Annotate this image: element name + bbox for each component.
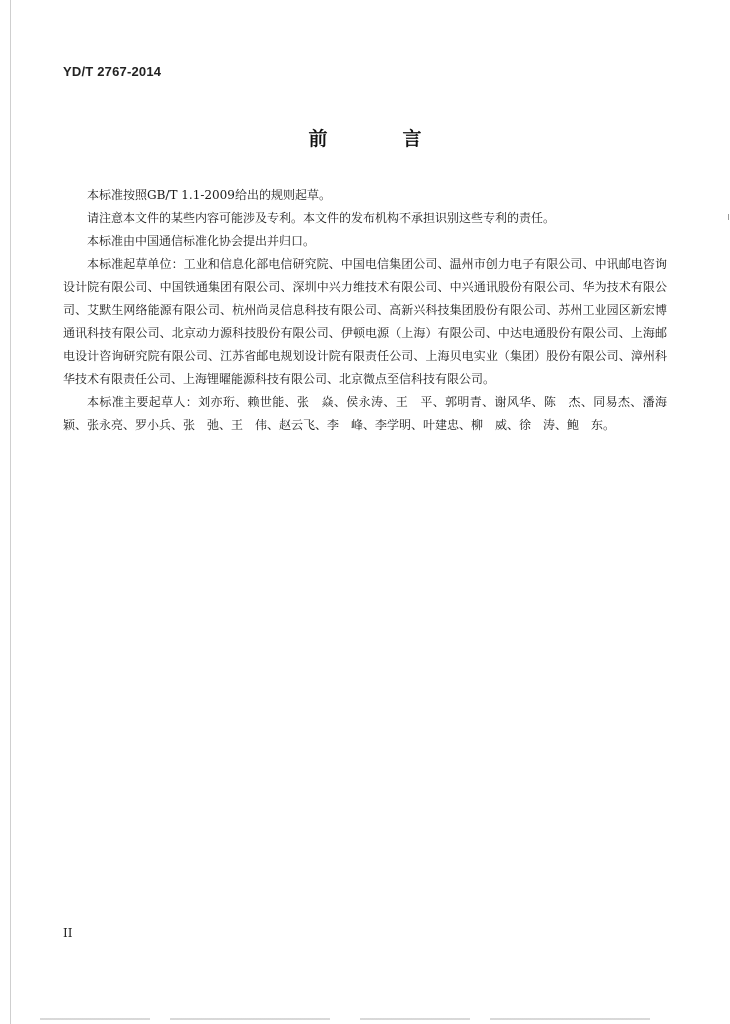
paragraph-drafting-rules: 本标准按照GB/T 1.1-2009给出的规则起草。 [87, 188, 331, 202]
foreword-body [63, 184, 667, 437]
paragraph-proposer: 本标准由中国通信标准化协会提出并归口。 [87, 234, 316, 248]
scan-bottom-edge [40, 1018, 680, 1020]
scan-left-edge [10, 0, 11, 1024]
paragraph-patent-notice: 请注意本文件的某些内容可能涉及专利。本文件的发布机构不承担识别这些专利的责任。 [87, 211, 556, 225]
paragraph-drafters: 本标准主要起草人：刘亦珩、赖世能、张 焱、侯永涛、王 平、郭明青、谢风华、陈 杰、同易杰、潘海颖、张永亮、罗小兵、张 弛、王 伟、赵云飞、李 峰、李学明、叶建忠、柳 威、徐 涛、鲍 东。 [63, 395, 667, 432]
standard-code: YD/T 2767-2014 [63, 64, 162, 79]
paragraph-drafting-organizations: 本标准起草单位：工业和信息化部电信研究院、中国电信集团公司、温州市创力电子有限公司、中讯邮电咨询设计院有限公司、中国铁通集团有限公司、深圳中兴力维技术有限公司、中兴通讯股份有限公司、华为技术有限公司、艾默生网络能源有限公司、杭州尚灵信息科技有限公司、高新兴科技集团股份有限公司、苏州工业园区新宏博通讯科技有限公司、北京动力源科技股份有限公司、伊顿电源（上海）有限公司、中达电通股份有限公司、上海邮电设计咨询研究院有限公司、江苏省邮电规划设计院有限责任公司、上海贝电实业（集团）股份有限公司、漳州科华技术有限责任公司、上海锂曜能源科技有限公司、北京微点至信科技有限公司。 [63, 257, 667, 386]
page-title: 前 言 [308, 128, 450, 150]
scan-artifact [728, 214, 729, 220]
page-number: II [63, 926, 73, 940]
